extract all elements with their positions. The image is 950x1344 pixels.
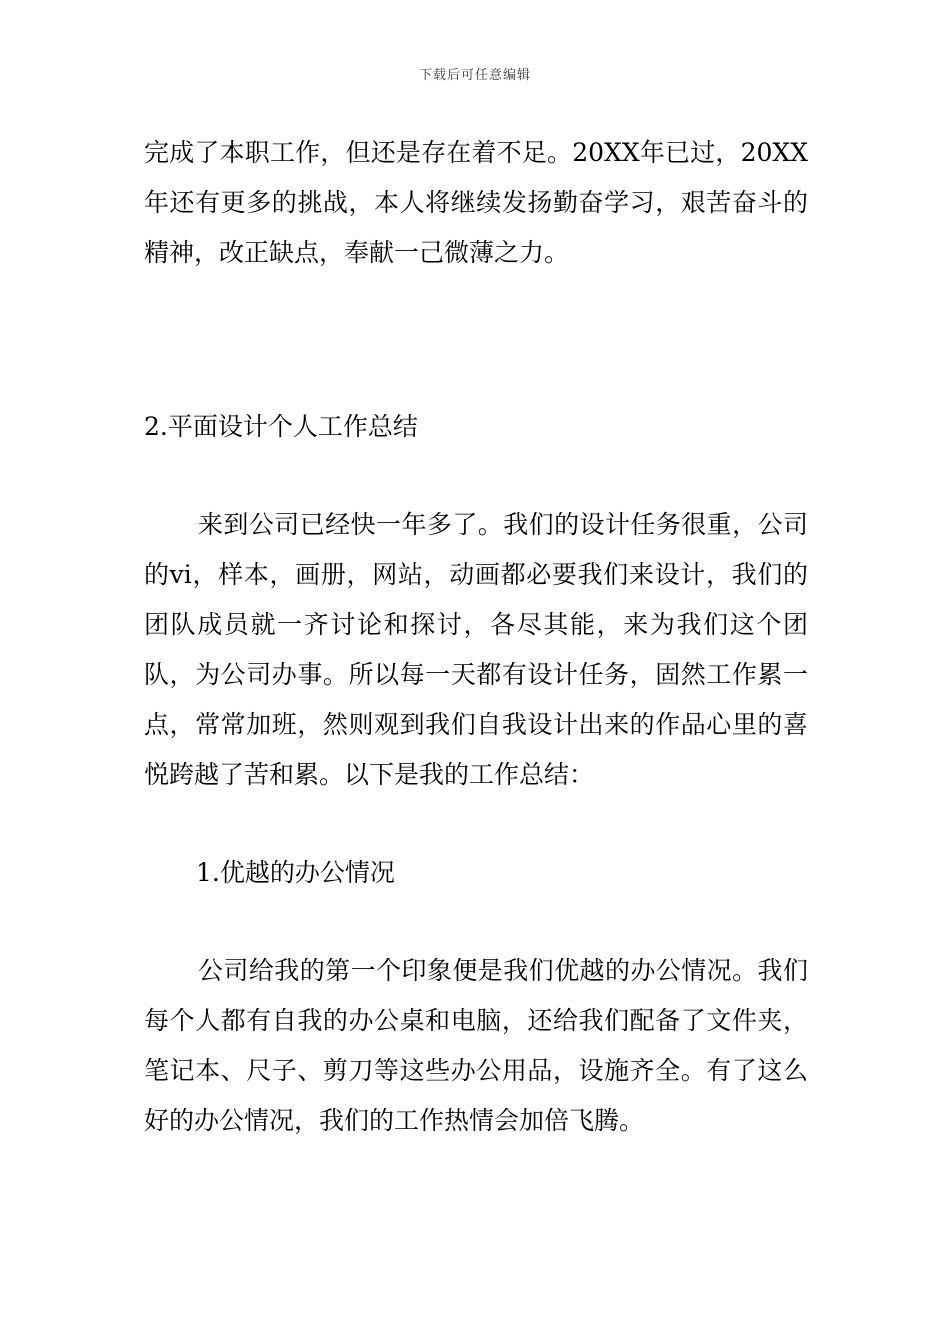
sub-heading: 1.优越的办公情况 [196, 858, 395, 887]
spacer [144, 800, 808, 848]
document-body [144, 128, 808, 1146]
body-paragraph-1: 来到公司已经快一年多了。我们的设计任务很重，公司的vi，样本，画册，网站，动画都必要我们来设计，我们的团队成员就一齐讨论和探讨，各尽其能，来为我们这个团队，为公司办事。所以每一天都有设计任务，固然工作累一点，常常加班，然则观到我们自我设计出来的作品心里的喜悦跨越了苦和累。以下是我的工作总结： [144, 510, 808, 789]
spacer [144, 452, 808, 500]
header-note: 下载后可任意编辑 [418, 68, 531, 83]
spacer [144, 898, 808, 946]
body-paragraph-2: 公司给我的第一个印象便是我们优越的办公情况。我们每个人都有自我的办公桌和电脑，还给我们配备了文件夹，笔记本、尺子、剪刀等这些办公用品，设施齐全。有了这么好的办公情况，我们的工作热情会加倍飞腾。 [144, 956, 808, 1135]
intro-paragraph: 完成了本职工作，但还是存在着不足。20XX年已过，20XX年还有更多的挑战，本人将继续发扬勤奋学习，艰苦奋斗的精神，改正缺点，奉献一己微薄之力。 [144, 138, 808, 267]
spacer [144, 278, 808, 402]
section-heading: 2.平面设计个人工作总结 [144, 412, 418, 441]
